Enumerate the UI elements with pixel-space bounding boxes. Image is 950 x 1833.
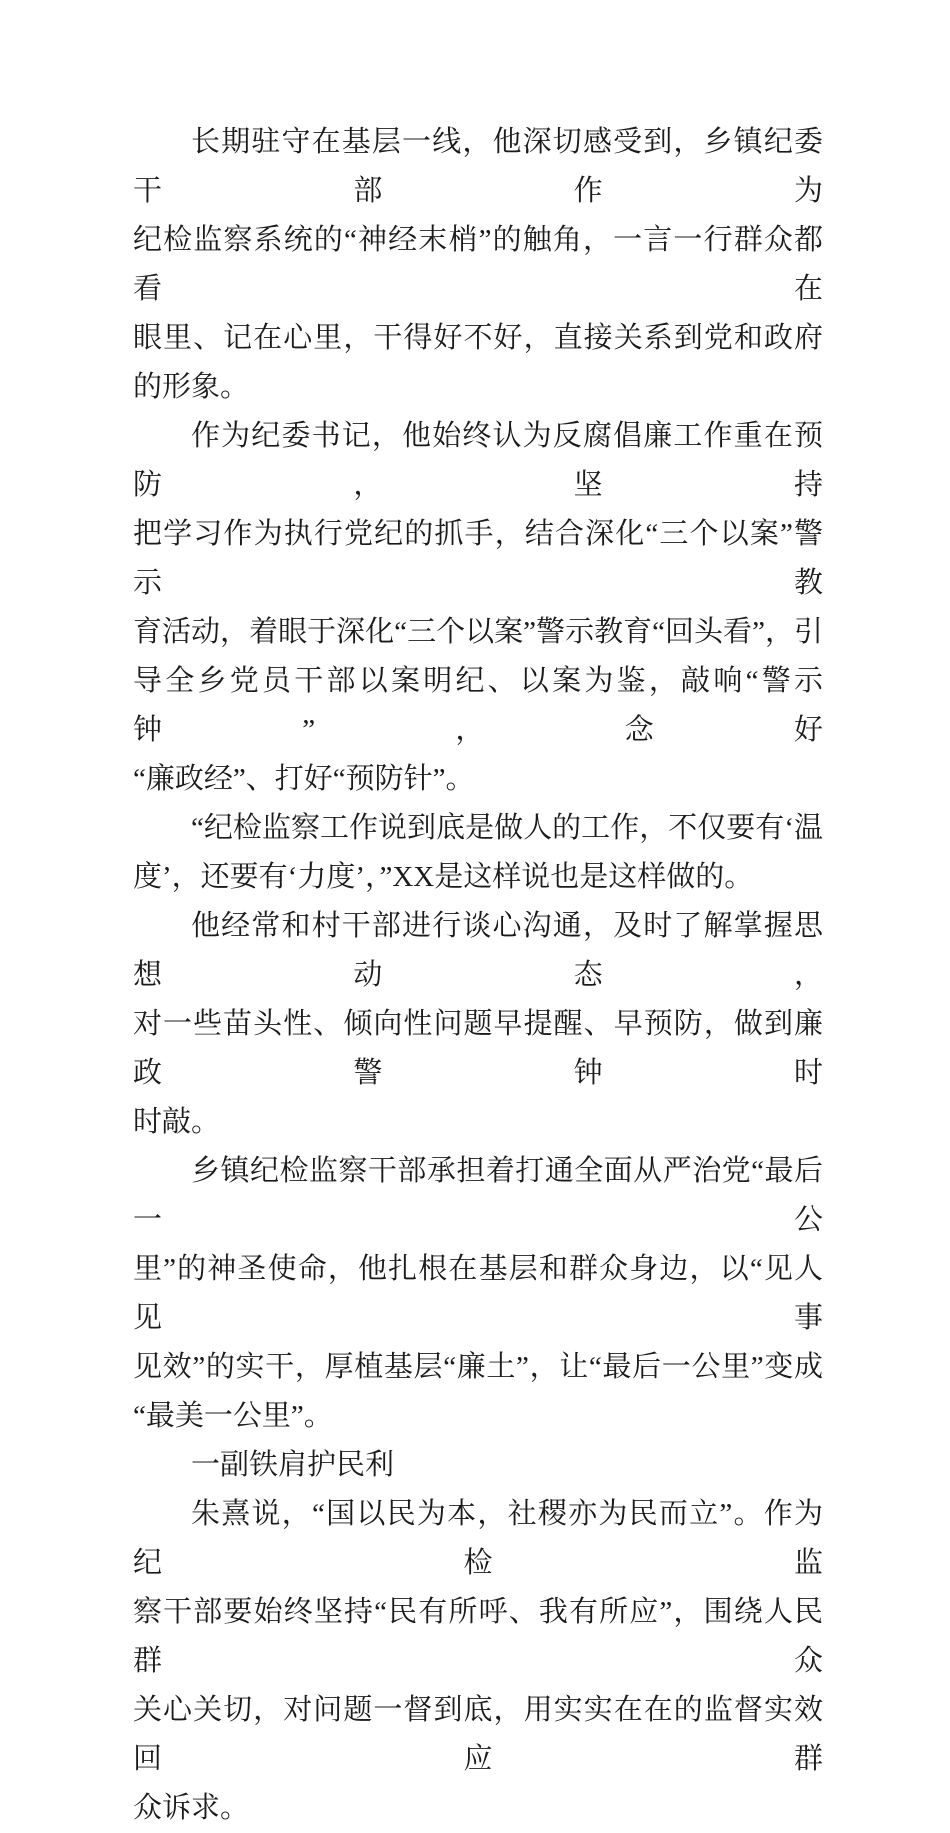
text-line: 朱熹说，“国以民为本，社稷亦为民而立”。作为纪检监: [133, 1498, 823, 1579]
text-line: 关心关切，对问题一督到底，用实实在在的监督实效回应群: [133, 1694, 823, 1775]
paragraph: [133, 1490, 823, 1833]
text-line: 察干部要始终坚持“民有所呼、我有所应”，围绕人民群众: [133, 1596, 823, 1677]
section-heading: [133, 1441, 823, 1490]
text-line: “纪检监察工作说到底是做人的工作，不仅要有‘温: [191, 812, 823, 844]
text-line: 把学习作为执行党纪的抓手，结合深化“三个以案”警示教: [133, 518, 823, 599]
text-line: 时敲。: [133, 1106, 221, 1138]
text-line: 对一些苗头性、倾向性问题早提醒、早预防，做到廉政警钟时: [133, 1008, 823, 1089]
text-line: “廉政经”、打好“预防针”。: [133, 763, 475, 795]
text-line: 作为纪委书记，他始终认为反腐倡廉工作重在预防，坚持: [133, 420, 823, 501]
paragraph: [133, 118, 823, 412]
text-line: 他经常和村干部进行谈心沟通，及时了解掌握思想动态，: [133, 910, 823, 991]
text-line: 育活动，着眼于深化“三个以案”警示教育“回头看”，引: [133, 616, 823, 648]
text-line: 度’，还要有‘力度’，”XX是这样说也是这样做的。: [133, 861, 754, 893]
text-line: 里”的神圣使命，他扎根在基层和群众身边，以“见人见事: [133, 1253, 823, 1334]
paragraph: [133, 1147, 823, 1441]
text-line: 众诉求。: [133, 1792, 250, 1824]
text-line: 眼里、记在心里，干得好不好，直接关系到党和政府的形象。: [133, 322, 823, 403]
paragraph: [133, 902, 823, 1147]
text-line: “最美一公里”。: [133, 1400, 333, 1432]
text-line: 见效”的实干，厚植基层“廉土”，让“最后一公里”变成: [133, 1351, 823, 1383]
text-line: 导全乡党员干部以案明纪、以案为鉴，敲响“警示钟”，念好: [133, 665, 823, 746]
paragraph: [133, 412, 823, 804]
section-heading-text: 一副铁肩护民利: [191, 1449, 395, 1481]
text-line: 乡镇纪检监察干部承担着打通全面从严治党“最后一公: [133, 1155, 823, 1236]
text-line: 长期驻守在基层一线，他深切感受到，乡镇纪委干部作为: [133, 126, 823, 207]
text-line: 纪检监察系统的“神经末梢”的触角，一言一行群众都看在: [133, 224, 823, 305]
paragraph: [133, 804, 823, 902]
